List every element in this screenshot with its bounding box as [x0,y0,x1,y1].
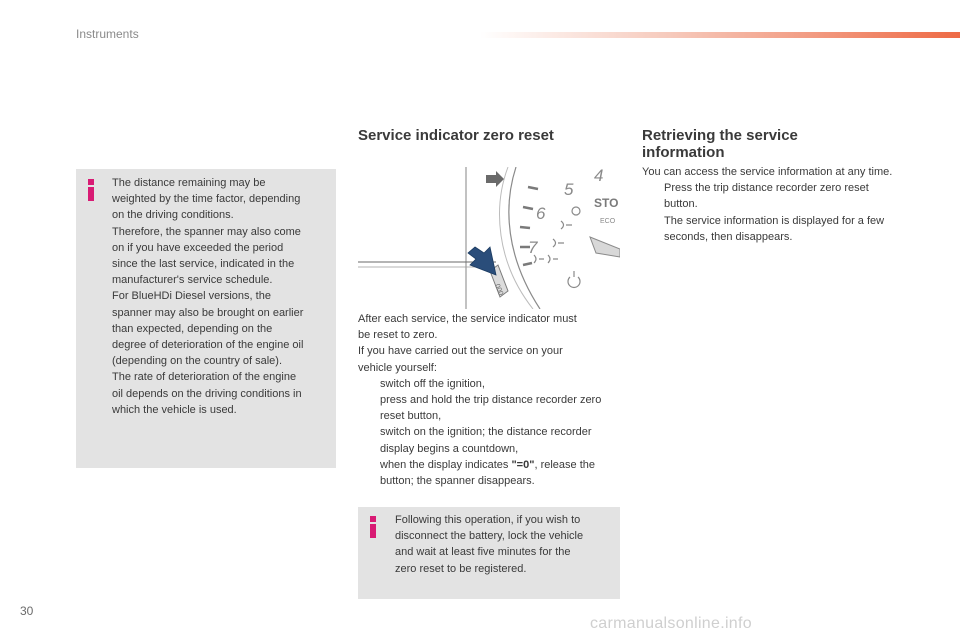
info-box-note [358,507,620,599]
section-header: Instruments [76,27,139,41]
stop-warning-text: STO [594,196,619,210]
display-stalk [590,237,620,257]
retrieve-intro: You can access the service information at any time. [642,166,893,178]
eco-text: ECO [600,218,616,225]
intro-line: be reset to zero. [358,329,438,342]
instrument-cluster-illustration [358,167,620,309]
retrieve-result: The service information is displayed for a few seconds, then disappears. [664,214,885,243]
pointer-arrow [468,247,496,275]
intro-line: If you have carried out the service on your [358,345,563,358]
service-reset-title: Service indicator zero reset [358,127,554,144]
intro-line: vehicle yourself: [358,361,437,374]
dial-number-4: 4 [594,167,604,185]
info-left-text: The distance remaining may be weighted by the time factor, depending on the driving conditions. Therefore, the spanner may also come on if you have exceeded the period since the last service, indicated in the manufacturer's service schedule. For BlueHDi Diesel versions, the spanner may also be brought on earlier than expected, depending on the degree of deterioration of the engine oil (depending on the country of sale). The rate of deterioration of the engine oil depends on the driving conditions in which the vehicle is used. [112,177,304,416]
step-item: press and hold the trip distance recorder zero reset button, [380,394,602,423]
retrieve-body [642,164,904,245]
watermark: carmanualsonline.info [590,615,752,632]
info-box-left [76,169,336,468]
dial-number-6: 6 [536,204,546,223]
button-label: 000 [493,283,505,297]
dashboard-panel [358,167,540,309]
service-reset-body [358,311,626,489]
dial-number-7: 7 [528,238,538,257]
info-icon [370,516,376,538]
arrow-icon [486,171,504,187]
step-item: switch on the ignition; the distance recorder display begins a countdown, [380,426,592,455]
retrieve-title: Retrieving the service information [642,127,798,161]
step-item: Press the trip distance recorder zero reset button. [664,182,869,211]
note-text: Following this operation, if you wish to disconnect the battery, lock the vehicle and wait at least five minutes for the zero reset to be registered. [395,514,584,575]
dial-number-5: 5 [564,180,574,199]
step-item: switch off the ignition, [380,377,485,390]
header-accent-bar [480,32,960,38]
intro-line: After each service, the service indicator must [358,313,577,325]
page-number: 30 [20,604,34,618]
info-icon [88,179,94,201]
step-item: when the display indicates "=0", release the button; the spanner disappears. [380,458,595,488]
